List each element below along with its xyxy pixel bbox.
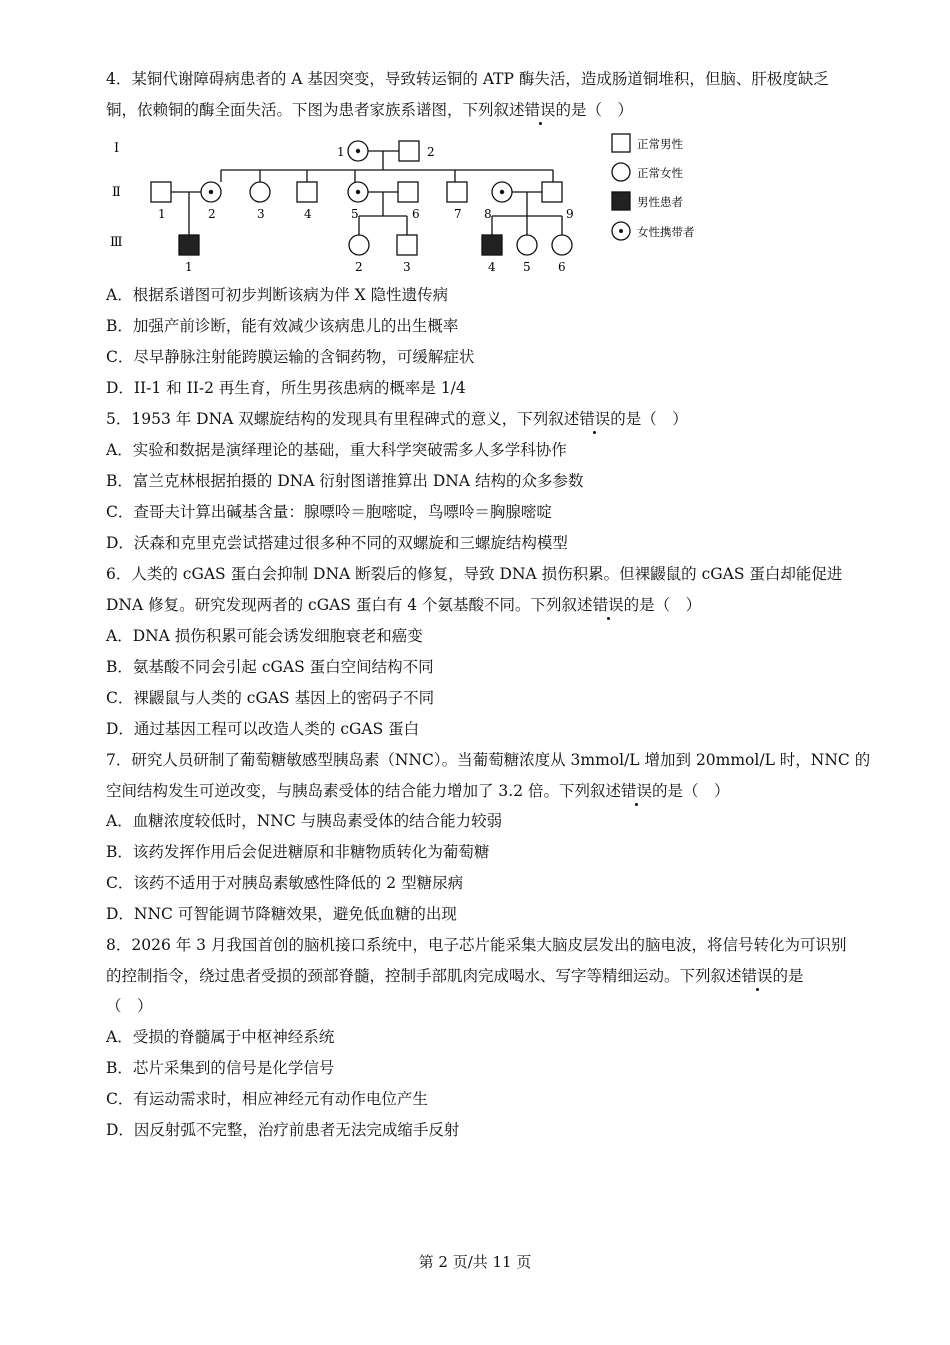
q6-stem-line1: 6．人类的 cGAS 蛋白会抑制 DNA 断裂后的修复，导致 DNA 损伤积累。但裸鼹鼠的 cGAS 蛋白却能促进 xyxy=(106,565,843,583)
q6-option-a: A．DNA 损伤积累可能会诱发细胞衰老和癌变 xyxy=(106,627,423,645)
gen2-4-normal-male xyxy=(297,182,317,202)
q6-emphasis-word: 错误 xyxy=(592,596,624,614)
q5-option-a: A．实验和数据是演绎理论的基础，重大科学突破需多人多学科协作 xyxy=(106,441,567,459)
q4-option-b: B．加强产前诊断，能有效减少该病患儿的出生概率 xyxy=(106,317,459,335)
gen2-6-normal-male xyxy=(398,182,418,202)
gen1-num-2: 2 xyxy=(427,145,435,159)
q5-stem-text: 5．1953 年 DNA 双螺旋结构的发现具有里程碑式的意义，下列叙述 xyxy=(106,410,580,428)
q8-stem-text: 的控制指令，绕过患者受损的颈部脊髓，控制手部肌肉完成喝水、写字等精细运动。下列叙述 xyxy=(106,967,742,985)
gen2-5-female-carrier xyxy=(348,182,368,202)
gen2-8-female-carrier xyxy=(492,182,512,202)
q7-stem-line2 xyxy=(106,781,730,801)
pedigree-chart xyxy=(100,128,720,278)
gen2-num-1: 1 xyxy=(158,207,166,221)
q4-emphasis-word: 错误 xyxy=(524,101,556,119)
gen-label-3: Ⅲ xyxy=(110,235,123,250)
q8-stem-end: 的是 xyxy=(772,967,804,985)
gen3-3-normal-male xyxy=(397,235,417,255)
gen-label-2: Ⅱ xyxy=(112,185,121,200)
gen2-3-normal-female xyxy=(250,182,270,202)
gen2-num-5: 5 xyxy=(351,207,359,221)
q5-stem xyxy=(106,409,688,429)
gen2-9-normal-male xyxy=(542,182,562,202)
q4-option-c: C．尽早静脉注射能跨膜运输的含铜药物，可缓解症状 xyxy=(106,348,475,366)
legend-normal-female-symbol xyxy=(612,163,630,181)
q4-stem-line1: 4．某铜代谢障碍病患者的 A 基因突变，导致转运铜的 ATP 酶失活，造成肠道铜堆积，但脑、肝极度缺乏 xyxy=(106,70,829,88)
gen2-2-female-carrier xyxy=(201,182,221,202)
q5-stem-end: 的是（ ） xyxy=(610,410,688,428)
q6-stem-line2 xyxy=(106,595,701,615)
gen2-num-3: 3 xyxy=(257,207,265,221)
q7-stem-end: 的是（ ） xyxy=(652,782,730,800)
gen2-7-normal-male xyxy=(447,182,467,202)
q7-option-b: B．该药发挥作用后会促进糖原和非糖物质转化为葡萄糖 xyxy=(106,843,490,861)
q8-emphasis-word: 错误 xyxy=(741,967,773,985)
gen3-num-3: 3 xyxy=(403,260,411,274)
page-number: 第 2 页/共 11 页 xyxy=(418,1253,532,1271)
gen3-1-affected-male xyxy=(179,235,199,255)
q6-option-d: D．通过基因工程可以改造人类的 cGAS 蛋白 xyxy=(106,720,420,738)
gen2-num-6: 6 xyxy=(412,207,420,221)
gen2-num-2: 2 xyxy=(208,207,216,221)
q8-option-d: D．因反射弧不完整，治疗前患者无法完成缩手反射 xyxy=(106,1121,460,1139)
q6-option-b: B．氨基酸不同会引起 cGAS 蛋白空间结构不同 xyxy=(106,658,434,676)
gen3-5-normal-female xyxy=(517,235,537,255)
q6-stem-text: DNA 修复。研究发现两者的 cGAS 蛋白有 4 个氨基酸不同。下列叙述 xyxy=(106,596,593,614)
gen2-1-normal-male xyxy=(151,182,171,202)
gen1-normal-male xyxy=(399,141,419,161)
legend-female-carrier: 女性携带者 xyxy=(637,225,695,239)
legend-affected-male: 男性患者 xyxy=(637,195,683,209)
q7-stem-text: 空间结构发生可逆改变，与胰岛素受体的结合能力增加了 3.2 倍。下列叙述 xyxy=(106,782,622,800)
q4-option-a: A．根据系谱图可初步判断该病为伴 X 隐性遗传病 xyxy=(106,286,449,304)
gen1-num-1: 1 xyxy=(337,145,345,159)
q4-option-d: D．II-1 和 II-2 再生育，所生男孩患病的概率是 1/4 xyxy=(106,379,466,397)
gen3-6-normal-female xyxy=(552,235,572,255)
q7-stem-line1: 7．研究人员研制了葡萄糖敏感型胰岛素（NNC）。当葡萄糖浓度从 3mmol/L 增加到 20mmol/L 时，NNC 的 xyxy=(106,751,871,769)
q7-emphasis-word: 错误 xyxy=(621,782,653,800)
q6-stem-end: 的是（ ） xyxy=(623,596,702,614)
gen3-2-normal-female xyxy=(349,235,369,255)
q5-option-c: C．查哥夫计算出碱基含量：腺嘌呤＝胞嘧啶，鸟嘌呤＝胸腺嘧啶 xyxy=(106,503,552,521)
gen2-num-8: 8 xyxy=(484,207,492,221)
gen3-num-6: 6 xyxy=(558,260,566,274)
q6-option-c: C．裸鼹鼠与人类的 cGAS 基因上的密码子不同 xyxy=(106,689,435,707)
q7-option-d: D．NNC 可智能调节降糖效果，避免低血糖的出现 xyxy=(106,905,457,923)
gen-label-1: Ⅰ xyxy=(114,141,120,156)
legend-affected-male-symbol xyxy=(612,192,630,210)
gen2-num-9: 9 xyxy=(566,207,574,221)
gen1-female-carrier xyxy=(348,141,368,161)
gen3-num-5: 5 xyxy=(523,260,531,274)
q7-option-c: C．该药不适用于对胰岛素敏感性降低的 2 型糖尿病 xyxy=(106,874,464,892)
gen2-num-4: 4 xyxy=(304,207,312,221)
q5-emphasis-word: 错误 xyxy=(579,410,611,428)
q8-stem-line3: （ ） xyxy=(106,997,153,1015)
q4-stem-line2 xyxy=(106,100,633,120)
q4-stem-text: 铜，依赖铜的酶全面失活。下图为患者家族系谱图，下列叙述 xyxy=(106,101,525,119)
gen2-num-7: 7 xyxy=(454,207,462,221)
q4-stem-end: 的是（ ） xyxy=(555,101,634,119)
gen3-num-2: 2 xyxy=(355,260,363,274)
q5-option-d: D．沃森和克里克尝试搭建过很多种不同的双螺旋和三螺旋结构模型 xyxy=(106,534,568,552)
q8-option-c: C．有运动需求时，相应神经元有动作电位产生 xyxy=(106,1090,428,1108)
legend-normal-male: 正常男性 xyxy=(637,137,683,151)
gen3-num-4: 4 xyxy=(488,260,496,274)
gen3-4-affected-male xyxy=(482,235,502,255)
q5-option-b: B．富兰克林根据拍摄的 DNA 衍射图谱推算出 DNA 结构的众多参数 xyxy=(106,472,584,490)
q8-option-a: A．受损的脊髓属于中枢神经系统 xyxy=(106,1028,335,1046)
q8-stem-line2 xyxy=(106,966,804,986)
legend-normal-female: 正常女性 xyxy=(637,166,683,180)
gen3-num-1: 1 xyxy=(185,260,193,274)
q7-option-a: A．血糖浓度较低时，NNC 与胰岛素受体的结合能力较弱 xyxy=(106,812,503,830)
legend-female-carrier-symbol xyxy=(612,222,630,240)
q8-option-b: B．芯片采集到的信号是化学信号 xyxy=(106,1059,335,1077)
q8-stem-line1: 8．2026 年 3 月我国首创的脑机接口系统中，电子芯片能采集大脑皮层发出的脑电波，将信号转化为可识别 xyxy=(106,936,847,954)
legend-normal-male-symbol xyxy=(612,134,630,152)
